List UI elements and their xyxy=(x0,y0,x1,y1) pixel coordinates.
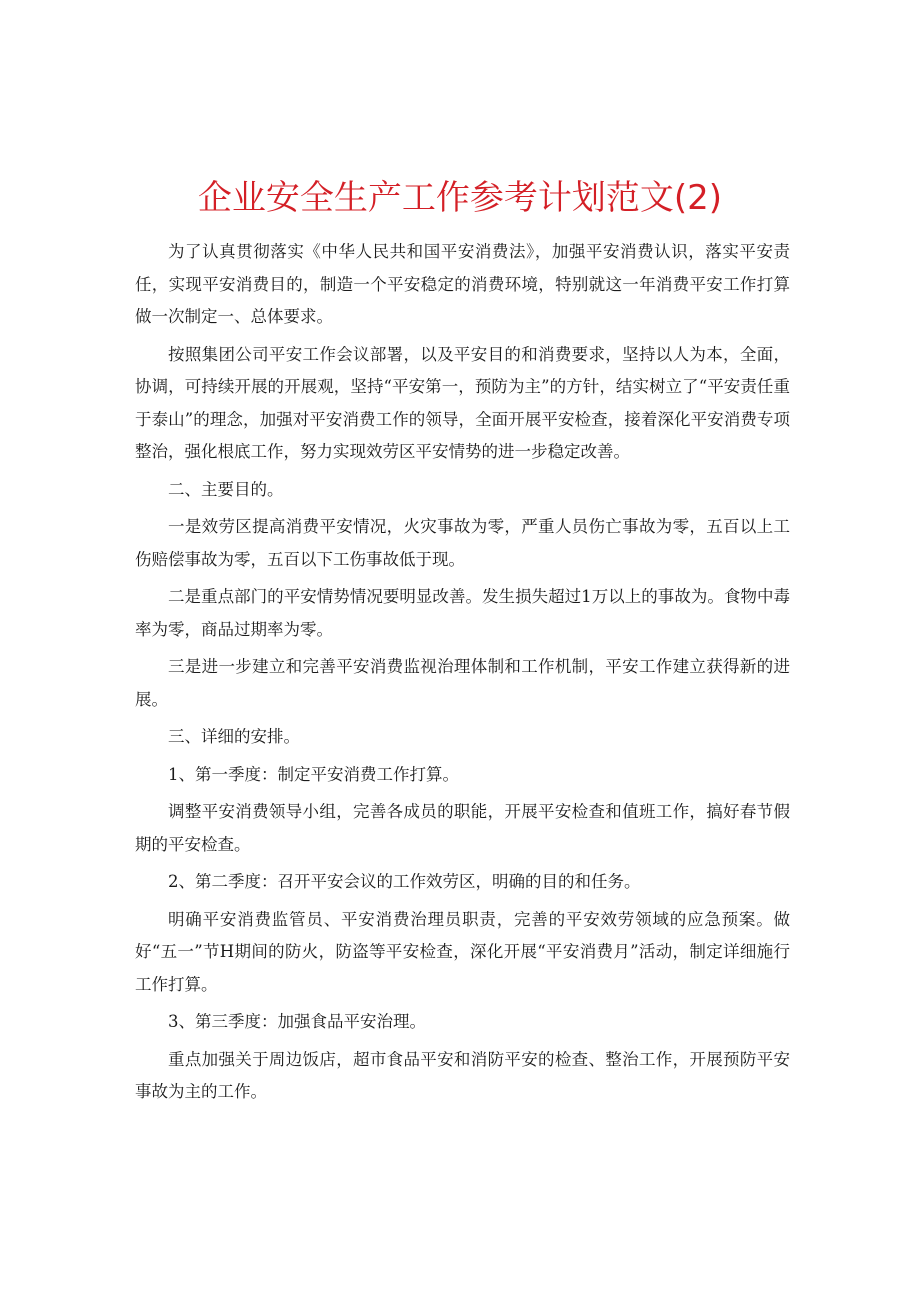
heading-main-goals: 二、主要目的。 xyxy=(168,479,284,499)
paragraph-goal-2: 二是重点部门的平安情势情况要明显改善。发生损失超过1万以上的事故为。食物中毒率为零，商品过期率为零。 xyxy=(135,587,790,639)
heading-quarter-1: 1、第一季度：制定平安消费工作打算。 xyxy=(168,764,459,784)
paragraph-quarter-1: 调整平安消费领导小组，完善各成员的职能，开展平安检查和值班工作，搞好春节假期的平安检查。 xyxy=(135,802,790,854)
paragraph-quarter-3: 重点加强关于周边饭店，超市食品平安和消防平安的检查、整治工作，开展预防平安事故为主的工作。 xyxy=(135,1049,790,1101)
paragraph-requirements: 按照集团公司平安工作会议部署，以及平安目的和消费要求，坚持以人为本，全面，协调，可持续开展的开展观，坚持“平安第一，预防为主”的方针，结实树立了“平安责任重于泰山”的理念，加强对平安消费工作的领导，全面开展平安检查，接着深化平安消费专项整治，强化根底工作，努力实现效劳区平安情势的进一步稳定改善。 xyxy=(135,344,790,461)
paragraph-goal-1: 一是效劳区提高消费平安情况，火灾事故为零，严重人员伤亡事故为零，五百以上工伤赔偿事故为零，五百以下工伤事故低于现。 xyxy=(135,517,790,569)
paragraph-intro: 为了认真贯彻落实《中华人民共和国平安消费法》，加强平安消费认识，落实平安责任，实现平安消费目的，制造一个平安稳定的消费环境，特别就这一年消费平安工作打算做一次制定一、总体要求。 xyxy=(135,242,790,326)
paragraph-quarter-2: 明确平安消费监管员、平安消费治理员职责，完善的平安效劳领域的应急预案。做好“五一”节H期间的防火，防盗等平安检查，深化开展“平安消费月”活动，制定详细施行工作打算。 xyxy=(135,909,790,994)
heading-quarter-2: 2、第二季度：召开平安会议的工作效劳区，明确的目的和任务。 xyxy=(168,872,641,891)
heading-quarter-3: 3、第三季度：加强食品平安治理。 xyxy=(168,1012,426,1031)
paragraph-goal-3: 三是进一步建立和完善平安消费监视治理体制和工作机制，平安工作建立获得新的进展。 xyxy=(135,657,790,709)
document-body xyxy=(135,236,790,1114)
heading-detailed-plan: 三、详细的安排。 xyxy=(168,727,300,746)
document-title: 企业安全生产工作参考计划范文(2) xyxy=(197,178,723,218)
